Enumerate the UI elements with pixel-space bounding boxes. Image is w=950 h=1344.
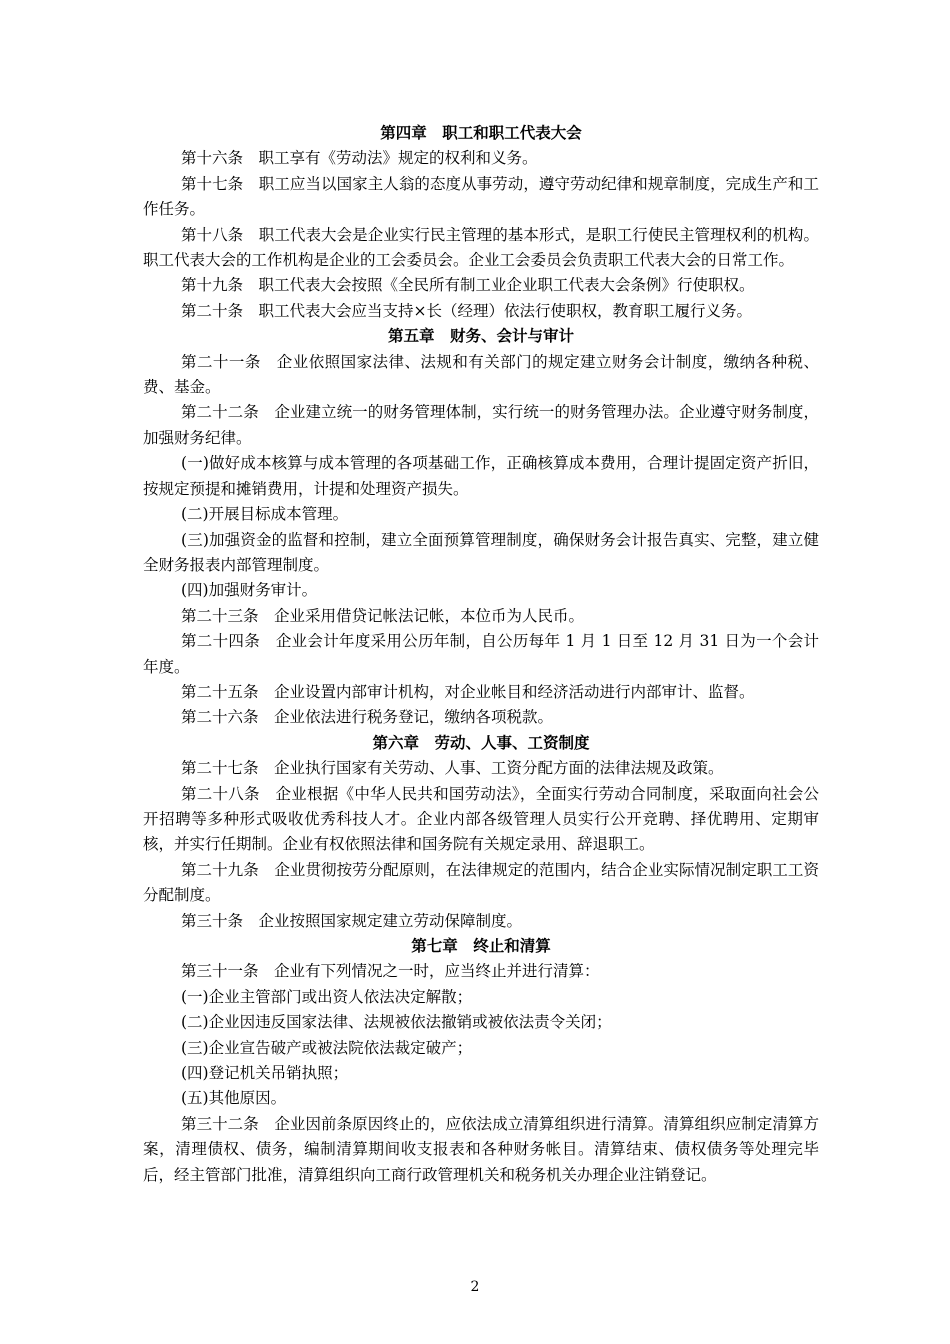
list-item: (三)加强资金的监督和控制，建立全面预算管理制度，确保财务会计报告真实、完整，建立健全财务报表内部管理制度。	[143, 530, 819, 574]
article-paragraph: 第十九条 职工代表大会按照《全民所有制工业企业职工代表大会条例》行使职权。	[181, 276, 755, 295]
article-paragraph: 第二十二条 企业建立统一的财务管理体制，实行统一的财务管理办法。企业遵守财务制度，加强财务纪律。	[143, 403, 819, 447]
article-paragraph: 第二十四条 企业会计年度采用公历年制，自公历每年 1 月 1 日至 12 月 31 日为一个会计年度。	[143, 632, 819, 676]
list-item: (四)登记机关吊销执照；	[181, 1064, 349, 1083]
article-paragraph: 第三十二条 企业因前条原因终止的，应依法成立清算组织进行清算。清算组织应制定清算方案，清理债权、债务，编制清算期间收支报表和各种财务帐目。清算结束、债权债务等处理完毕后，经主管部门批准，清算组织向工商行政管理机关和税务机关办理企业注销登记。	[143, 1114, 819, 1184]
chapter-heading: 第六章 劳动、人事、工资制度	[372, 733, 590, 752]
article-paragraph: 第十七条 职工应当以国家主人翁的态度从事劳动，遵守劳动纪律和规章制度，完成生产和工作任务。	[143, 174, 819, 219]
list-item: (二)企业因违反国家法律、法规被依法撤销或被依法责令关闭；	[181, 1013, 612, 1032]
chapter-heading: 第五章 财务、会计与审计	[387, 327, 574, 346]
article-paragraph: 第二十五条 企业设置内部审计机构，对企业帐目和经济活动进行内部审计、监督。	[181, 682, 755, 701]
article-paragraph: 第二十一条 企业依照国家法律、法规和有关部门的规定建立财务会计制度，缴纳各种税、费、基金。	[143, 352, 819, 397]
article-paragraph: 第二十七条 企业执行国家有关劳动、人事、工资分配方面的法律法规及政策。	[181, 759, 724, 778]
list-item: (一)企业主管部门或出资人依法决定解散；	[181, 987, 473, 1006]
page-number: 2	[470, 1279, 480, 1295]
article-paragraph: 第三十一条 企业有下列情况之一时，应当终止并进行清算：	[181, 962, 600, 981]
list-item: (一)做好成本核算与成本管理的各项基础工作，正确核算成本费用，合理计提固定资产折旧，按规定预提和摊销费用，计提和处理资产损失。	[143, 454, 819, 498]
article-paragraph: 第十八条 职工代表大会是企业实行民主管理的基本形式，是职工行使民主管理权利的机构。职工代表大会的工作机构是企业的工会委员会。企业工会委员会负责职工代表大会的日常工作。	[143, 225, 819, 270]
article-paragraph: 第二十三条 企业采用借贷记帐法记帐，本位币为人民币。	[181, 606, 585, 625]
article-paragraph: 第十六条 职工享有《劳动法》规定的权利和义务。	[181, 149, 538, 168]
article-paragraph: 第二十九条 企业贯彻按劳分配原则，在法律规定的范围内，结合企业实际情况制定职工工资分配制度。	[143, 860, 819, 905]
document-body	[143, 121, 819, 1188]
list-item: (四)加强财务审计。	[181, 581, 318, 600]
chapter-heading: 第四章 职工和职工代表大会	[380, 124, 582, 142]
list-item: (二)开展目标成本管理。	[181, 505, 349, 524]
article-paragraph: 第二十八条 企业根据《中华人民共和国劳动法》，全面实行劳动合同制度，采取面向社会公开招聘等多种形式吸收优秀科技人才。企业内部各级管理人员实行公开竞聘、择优聘用、定期审核，并实行任期制。企业有权依照法律和国务院有关规定录用、辞退职工。	[143, 784, 819, 854]
article-paragraph: 第三十条 企业按照国家规定建立劳动保障制度。	[181, 911, 523, 930]
article-paragraph: 第二十六条 企业依法进行税务登记，缴纳各项税款。	[181, 708, 554, 727]
list-item: (五)其他原因。	[181, 1089, 287, 1108]
chapter-heading: 第七章 终止和清算	[411, 937, 551, 955]
list-item: (三)企业宣告破产或被法院依法裁定破产；	[181, 1038, 473, 1057]
article-paragraph: 第二十条 职工代表大会应当支持×长（经理）依法行使职权，教育职工履行义务。	[181, 301, 752, 320]
